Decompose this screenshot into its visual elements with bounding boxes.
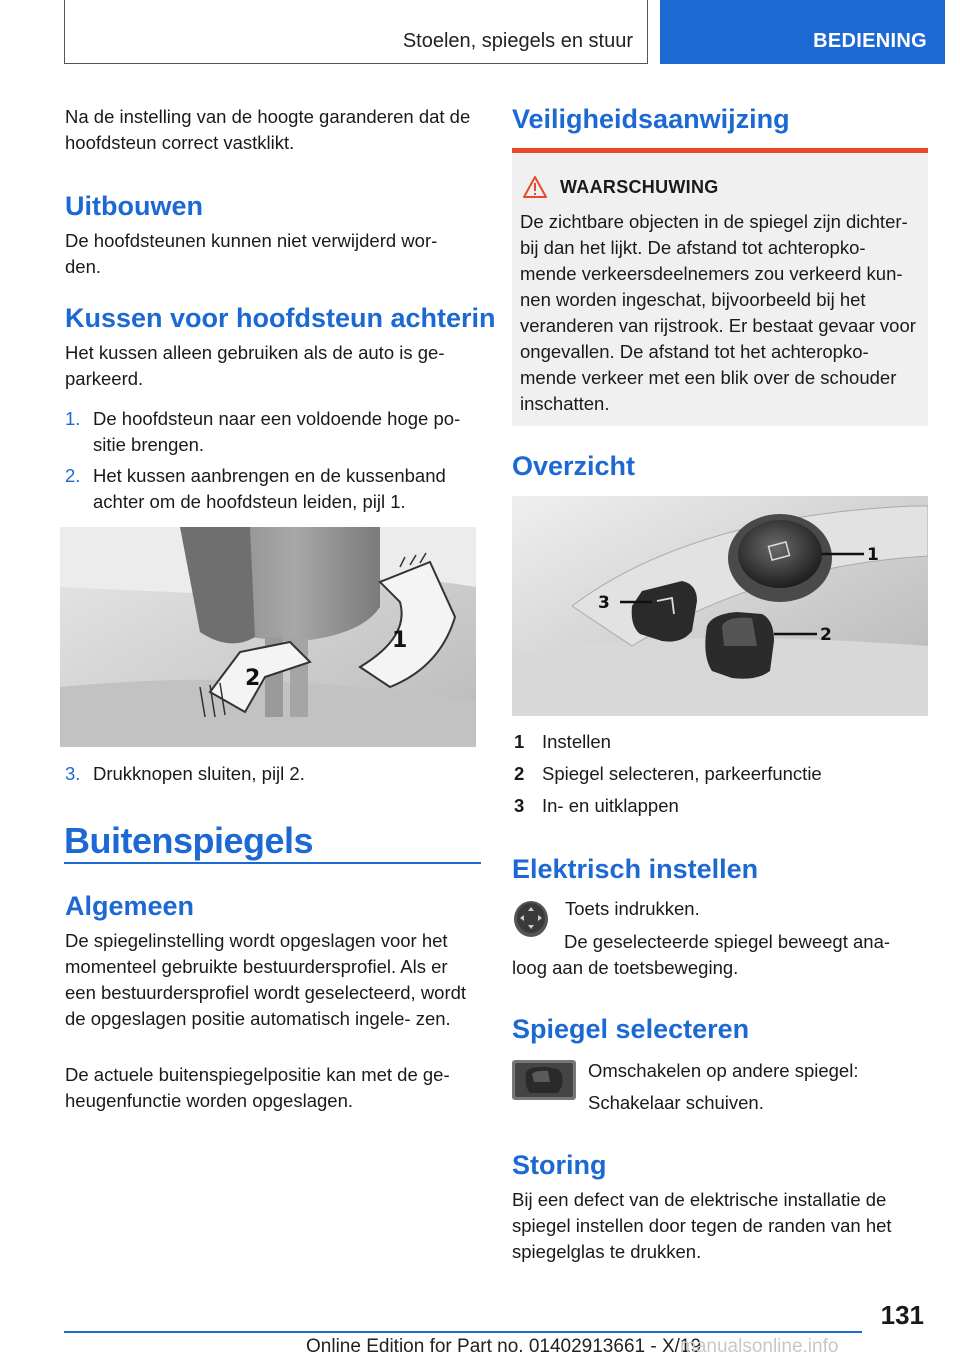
heading-spiegel-selecteren: Spiegel selecteren xyxy=(512,1014,750,1044)
algemeen-paragraph-1: De spiegelinstelling wordt opgeslagen voor het momenteel gebruikte bestuurdersprofiel. Als er een bestuurdersprofiel wordt geselecteerd, wordt de opgeslagen positie automatisch ingele- zen. xyxy=(65,930,467,1029)
heading-storing: Storing xyxy=(512,1150,607,1180)
legend-item xyxy=(514,793,924,819)
heading-elektrisch-instellen: Elektrisch instellen xyxy=(512,854,759,884)
selecteren-text-2: Schakelaar schuiven. xyxy=(588,1092,764,1113)
uitbouwen-text: De hoofdsteunen kunnen niet verwijderd wor- den. xyxy=(65,230,438,277)
headrest-cushion-figure xyxy=(60,527,476,747)
callout-2: 2 xyxy=(820,625,832,645)
legend-label: In- en uitklappen xyxy=(542,795,679,816)
elektrisch-text-1: Toets indrukken. xyxy=(565,898,700,919)
legend-label: Spiegel selecteren, parkeerfunctie xyxy=(542,763,822,784)
warning-text: De zichtbare objecten in de spiegel zijn dichter- bij dan het lijkt. De afstand tot achteropko- mende verkeersdeelnemers zou verkeerd kun- nen worden ingeschat, bijvoorbeeld bij het veranderen van rijstrook. Er bestaat gevaar voor ongevallen. De afstand tot het achteropko- mende verkeer met een blik over de schouder inschatten. xyxy=(520,211,916,414)
algemeen-paragraph-2: De actuele buitenspiegelpositie kan met de ge- heugenfunctie worden opgeslagen. xyxy=(65,1064,450,1111)
headrest-illustration xyxy=(60,527,476,747)
warning-triangle-icon xyxy=(522,175,548,204)
storing-text: Bij een defect van de elektrische installatie de spiegel instellen door tegen de randen van het spiegelglas te drukken. xyxy=(512,1189,892,1262)
section-rule xyxy=(64,862,481,864)
step-text: Drukknopen sluiten, pijl 2. xyxy=(93,763,305,784)
header-chapter-box xyxy=(64,0,648,64)
arrow-label-1: 1 xyxy=(392,628,408,653)
intro-text: Na de instelling van de hoogte garanderen dat de hoofdsteun correct vastklikt. xyxy=(65,106,471,153)
step-number: 1. xyxy=(65,408,81,429)
legend-label: Instellen xyxy=(542,731,611,752)
heading-kussen: Kussen voor hoofdsteun achterin xyxy=(65,303,496,333)
mirror-controls-figure xyxy=(512,496,928,716)
step-text: Het kussen aanbrengen en de kussenband achter om de hoofdsteun leiden, pijl 1. xyxy=(93,465,446,512)
callout-1: 1 xyxy=(867,545,879,565)
arrow-label-2: 2 xyxy=(245,666,261,691)
selecteren-text-1: Omschakelen op andere spiegel: xyxy=(588,1060,859,1081)
legend-item xyxy=(514,729,924,755)
page-number: 131 xyxy=(880,1300,924,1330)
list-item xyxy=(65,761,485,787)
warning-box xyxy=(512,148,928,426)
mirror-controls-illustration xyxy=(512,496,928,716)
step-text: De hoofdsteun naar een voldoende hoge po- sitie brengen. xyxy=(93,408,461,455)
mirror-select-switch-icon xyxy=(512,1060,576,1100)
kussen-text: Het kussen alleen gebruiken als de auto is ge- parkeerd. xyxy=(65,342,445,389)
footer-rule xyxy=(64,1331,862,1333)
heading-veiligheidsaanwijzing: Veiligheidsaanwijzing xyxy=(512,104,790,134)
legend-number: 3 xyxy=(514,795,525,816)
section-label: BEDIENING xyxy=(813,30,927,52)
step-number: 2. xyxy=(65,465,81,486)
heading-uitbouwen: Uitbouwen xyxy=(65,191,203,221)
elektrisch-text-2: De geselecteerde spiegel beweegt ana- loog aan de toetsbeweging. xyxy=(512,931,891,978)
list-item xyxy=(65,406,485,458)
chapter-title: Stoelen, spiegels en stuur xyxy=(402,30,633,52)
list-item xyxy=(65,463,485,515)
heading-algemeen: Algemeen xyxy=(65,891,195,921)
legend-number: 2 xyxy=(514,763,525,784)
callout-3: 3 xyxy=(598,593,610,613)
step-number: 3. xyxy=(65,763,81,784)
header-section-tab xyxy=(660,0,945,64)
watermark: manualsonline.info xyxy=(680,1336,839,1357)
heading-overzicht: Overzicht xyxy=(512,451,636,481)
heading-buitenspiegels: Buitenspiegels xyxy=(64,820,314,861)
warning-title: WAARSCHUWING xyxy=(560,177,719,197)
legend-item xyxy=(514,761,924,787)
edition-text: Online Edition for Part no. 01402913661 - X/19 xyxy=(306,1336,702,1357)
legend-number: 1 xyxy=(514,731,525,752)
